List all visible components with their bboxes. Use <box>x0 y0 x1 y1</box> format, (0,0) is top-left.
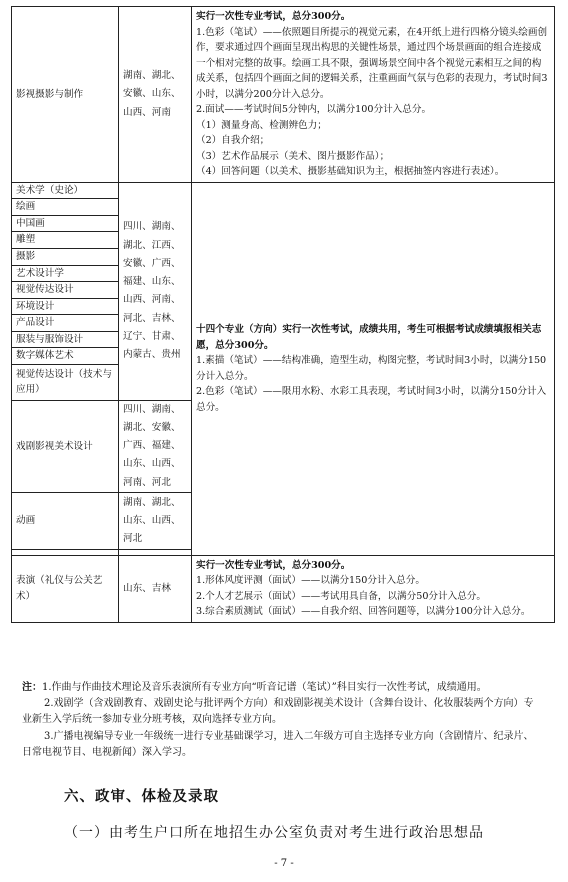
region-line: 辽宁、甘肃、 <box>123 330 181 342</box>
requirement-line: 2.色彩（笔试）——限用水粉、水彩工具表现，考试时间3小时，以满分150分计入总分。 <box>196 386 547 413</box>
region-line: 安徽、山东、 <box>123 88 181 100</box>
major-name: 戏剧影视美术设计 <box>16 440 93 452</box>
region-line: 山东、山西、 <box>123 514 181 526</box>
major-cell <box>12 331 119 348</box>
body-paragraph: （一）由考生户口所在地招生办公室负责对考生进行政治思想品 <box>64 825 484 841</box>
major-name: 视觉传达设计（技术与应用） <box>16 368 112 396</box>
major-cell <box>12 248 119 265</box>
region-line: 湖南、湖北、 <box>123 70 181 82</box>
major-name: 视觉传达设计 <box>16 284 74 296</box>
region-line: 湖北、江西、 <box>123 239 181 251</box>
major-cell <box>12 282 119 299</box>
major-name: 服装与服饰设计 <box>16 333 84 345</box>
requirement-title: 实行一次性专业考试，总分300分。 <box>196 11 351 22</box>
major-cell <box>12 199 119 216</box>
requirement-line: 1.形体风度评测（面试）——以满分150分计入总分。 <box>196 575 425 587</box>
major-cell <box>12 315 119 332</box>
major-name: 环境设计 <box>16 300 55 312</box>
major-name: 表演（礼仪与公关艺术） <box>16 575 103 602</box>
major-name: 美术学（史论） <box>16 184 84 196</box>
page-number: - 7 - <box>274 858 294 869</box>
region-line: 湖南、湖北、 <box>123 496 181 508</box>
major-cell <box>12 348 119 365</box>
major-cell <box>12 265 119 282</box>
notes-label: 注： <box>22 682 42 693</box>
region-line: 山西、河南 <box>123 106 171 118</box>
requirement-line: （3）艺术作品展示（美术、图片摄影作品）； <box>196 150 390 162</box>
region-cell <box>119 7 192 183</box>
major-cell <box>12 364 119 400</box>
major-name: 绘画 <box>16 201 36 213</box>
requirement-title: 十四个专业（方向）实行一次性考试，成绩共用，考生可根据考试成绩填报相关志愿，总分300分。 <box>196 324 542 351</box>
requirement-title: 实行一次性专业考试，总分300分。 <box>196 559 351 571</box>
region-line: 四川、湖南、 <box>123 403 181 415</box>
major-name: 摄影 <box>16 250 36 262</box>
major-name: 艺术设计学 <box>16 267 64 279</box>
major-cell <box>12 182 119 199</box>
region-line: 四川、湖南、 <box>123 221 181 233</box>
section-heading: 六、政审、体检及录取 <box>64 789 219 805</box>
major-cell <box>12 215 119 232</box>
major-cell <box>12 298 119 315</box>
region-cell <box>119 400 192 492</box>
region-cell <box>119 555 192 622</box>
notes-block <box>22 680 542 761</box>
major-cell <box>12 400 119 492</box>
note-item: 2.戏剧学（含戏剧教育、戏剧史论与批评两个方向）和戏剧影视美术设计（含舞台设计、化妆服装两个方向）专业新生入学后统一参加专业分班考核，双向选择专业方向。 <box>22 698 534 726</box>
major-cell <box>12 232 119 249</box>
region-line: 河南、河北 <box>123 476 171 488</box>
exam-requirements-table <box>11 6 555 623</box>
requirement-cell <box>192 7 555 183</box>
requirement-line: （4）回答问题（以美术、摄影基础知识为主，根据抽签内容进行表述）。 <box>196 166 505 178</box>
table-row <box>12 7 555 183</box>
requirement-line: 1.色彩（笔试）——依照题目所提示的视觉元素，在4开纸上进行四格分镜头绘画创作，要求通过四个画面呈现出构思的关键性场景，通过四个场景画面的组合连接成一个相对完整的故事。绘画工具不限，强调场景空间中各个视觉元素相互之间的构成关系，包括四个画面之间的逻辑关系，注重画面气氛与色彩的表现力，考试时间3小时，以满分200分计入总分。 <box>196 26 548 100</box>
requirement-line: 3.综合素质测试（面试）——自我介绍、回答问题等，以满分100分计入总分。 <box>196 606 531 618</box>
major-name: 数字媒体艺术 <box>16 350 74 362</box>
note-item: 注：1.作曲与作曲技术理论及音乐表演所有专业方向“听音记谱（笔试）”科目实行一次性考试，成绩通用。 <box>22 682 487 693</box>
region-line: 湖北、安徽、 <box>123 421 181 433</box>
major-name: 雕塑 <box>16 234 36 246</box>
region-line: 山东、山西、 <box>123 458 181 470</box>
requirement-cell <box>192 555 555 622</box>
region-line: 河北 <box>123 532 143 544</box>
region-line: 内蒙古、贵州 <box>123 348 181 360</box>
region-line: 山西、河南、 <box>123 294 181 306</box>
region-line: 安徽、广西、 <box>123 257 181 269</box>
region-cell <box>119 492 192 549</box>
region-line: 广西、福建、 <box>123 440 181 452</box>
region-line: 河北、吉林、 <box>123 312 181 324</box>
table-row <box>12 182 555 199</box>
major-cell <box>12 492 119 549</box>
table-row <box>12 555 555 622</box>
requirement-line: 1.素描（笔试）——结构准确，造型生动，构图完整，考试时间3小时，以满分150分计入总分。 <box>196 355 547 382</box>
region-line: 山东、吉林 <box>123 582 171 594</box>
major-name: 影视摄影与制作 <box>16 88 84 100</box>
region-cell <box>119 182 192 400</box>
major-name: 动画 <box>16 515 36 527</box>
requirement-line: （2）自我介绍； <box>196 135 270 147</box>
requirement-line: 2.个人才艺展示（面试）——考试用具自备，以满分50分计入总分。 <box>196 590 486 602</box>
major-name: 产品设计 <box>16 317 55 329</box>
major-name: 中国画 <box>16 217 45 229</box>
requirement-cell <box>192 182 555 555</box>
major-cell <box>12 555 119 622</box>
note-item: 3.广播电视编导专业一年级统一进行专业基础课学习，进入二年级方可自主选择专业方向（含剧情片、纪录片、日常电视节目、电视新闻）深入学习。 <box>22 730 534 758</box>
requirement-line: 2.面试——考试时间5分钟内，以满分100分计入总分。 <box>196 104 432 116</box>
major-cell <box>12 7 119 183</box>
requirement-line: （1）测量身高、检测辨色力； <box>196 119 327 131</box>
region-line: 福建、山东、 <box>123 276 181 288</box>
